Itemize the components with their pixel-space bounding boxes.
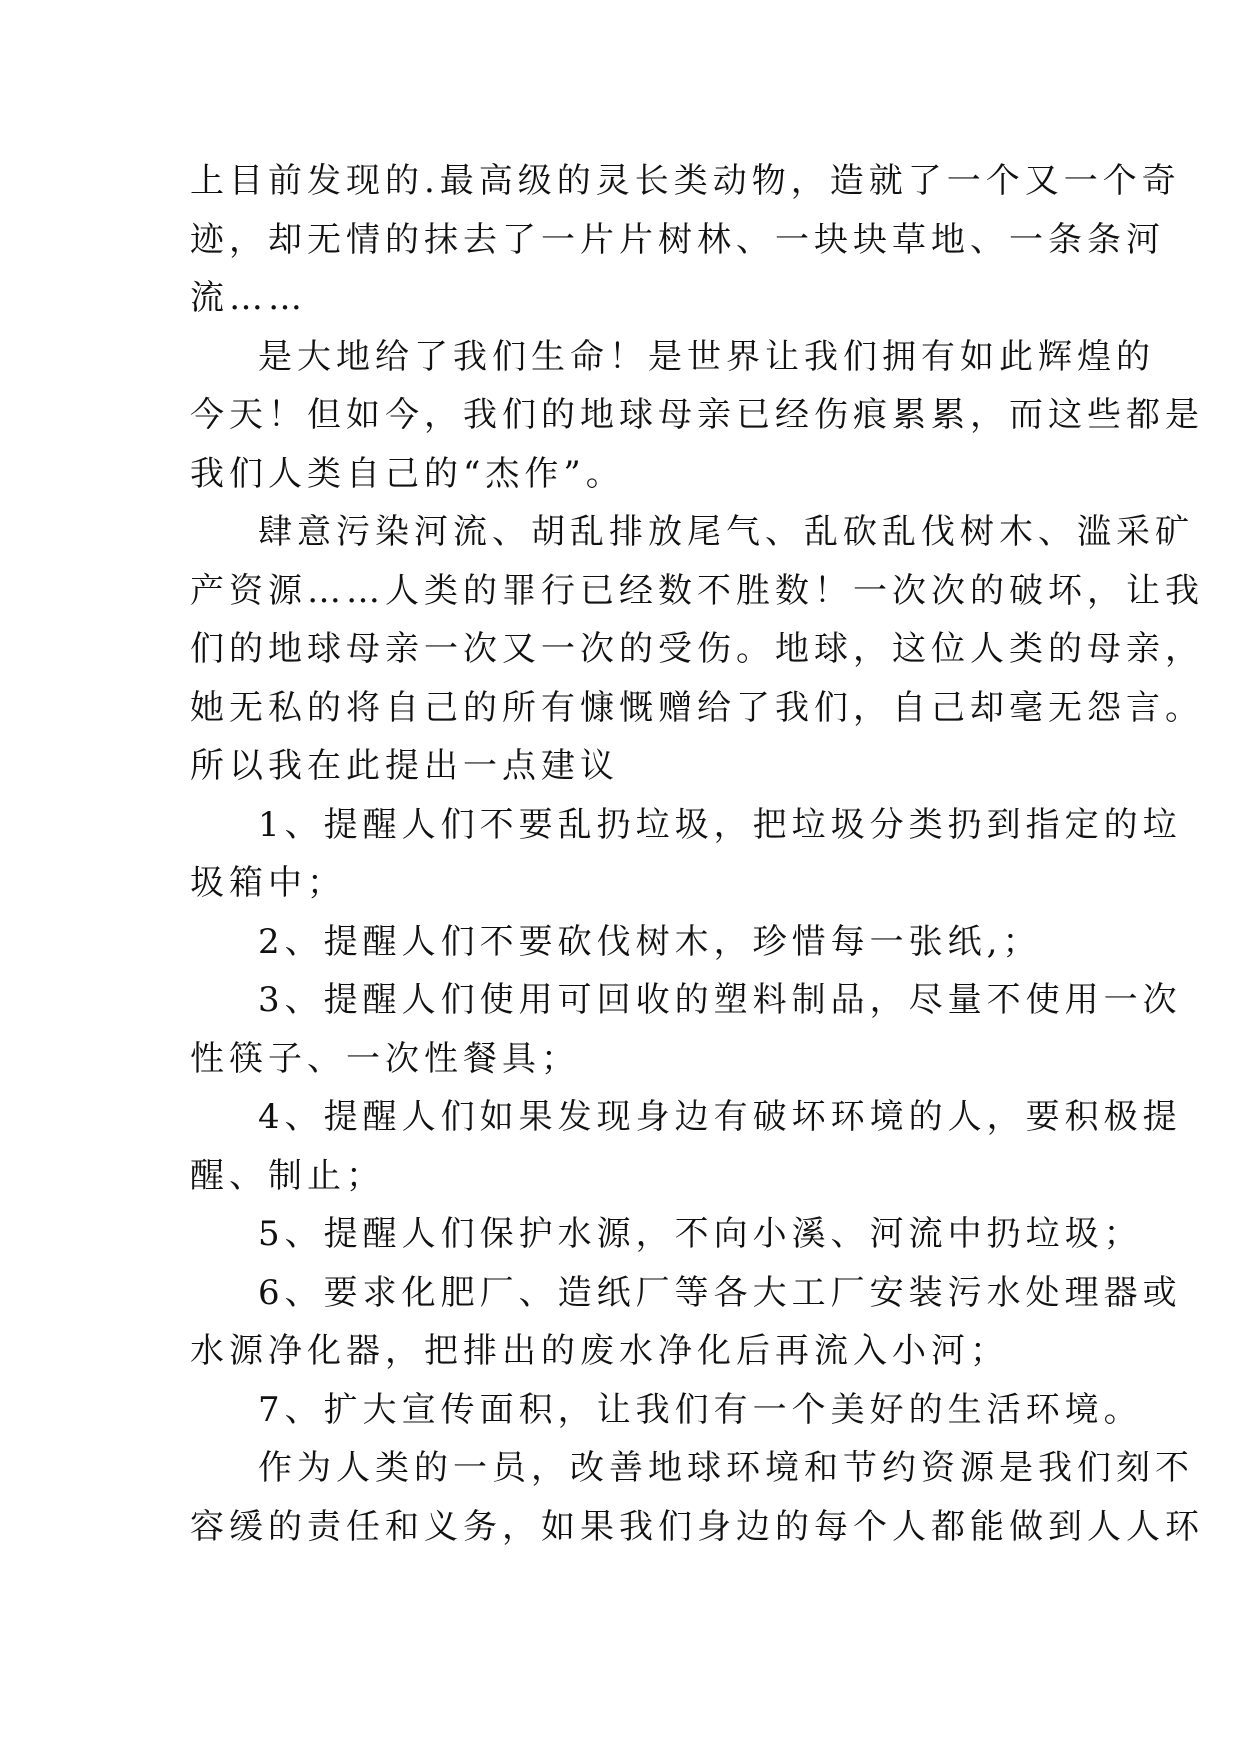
text-line: 1、提醒人们不要乱扔垃圾，把垃圾分类扔到指定的垃: [258, 804, 1182, 845]
text-line: 肆意污染河流、胡乱排放尾气、乱砍乱伐树木、滥采矿: [258, 512, 1194, 552]
text-line: 容缓的责任和义务，如果我们身边的每个人都能做到人人环: [190, 1506, 1204, 1547]
text-line: 所以我在此提出一点建议: [190, 746, 619, 786]
text-line: 迹，却无情的抹去了一片片树林、一块块草地、一条条河: [190, 219, 1165, 260]
text-line: 们的地球母亲一次又一次的受伤。地球，这位人类的母亲，: [190, 629, 1204, 669]
text-line: 5、提醒人们保护水源，不向小溪、河流中扔垃圾；: [258, 1214, 1143, 1254]
text-line: 性筷子、一次性餐具；: [190, 1038, 580, 1079]
text-line: 产资源……人类的罪行已经数不胜数！一次次的破坏，让我: [190, 570, 1204, 611]
text-line: 3、提醒人们使用可回收的塑料制品，尽量不使用一次: [258, 980, 1182, 1020]
text-line: 2、提醒人们不要砍伐树木，珍惜每一张纸,；: [258, 921, 1042, 962]
text-line: 她无私的将自己的所有慷慨赠给了我们，自己却毫无怨言。: [190, 687, 1204, 728]
text-line: 上目前发现的.最高级的灵长类动物，造就了一个又一个奇: [190, 161, 1181, 201]
text-line: 醒、制止；: [190, 1155, 385, 1196]
text-line: 是大地给了我们生命！是世界让我们拥有如此辉煌的: [258, 336, 1155, 377]
text-line: 7、扩大宣传面积，让我们有一个美好的生活环境。: [258, 1389, 1143, 1430]
text-line: 水源净化器，把排出的废水净化后再流入小河；: [190, 1331, 1009, 1371]
text-line: 圾箱中；: [190, 863, 346, 903]
body-text: [190, 152, 1204, 1556]
text-line: 流……: [190, 278, 307, 318]
text-line: 今天！但如今，我们的地球母亲已经伤痕累累，而这些都是: [190, 395, 1204, 435]
text-line: 6、要求化肥厂、造纸厂等各大工厂安装污水处理器或: [258, 1272, 1182, 1313]
text-line: 我们人类自己的“杰作”。: [190, 453, 625, 494]
text-line: 4、提醒人们如果发现身边有破坏环境的人，要积极提: [258, 1097, 1182, 1137]
text-line: 作为人类的一员，改善地球环境和节约资源是我们刻不: [258, 1448, 1194, 1488]
